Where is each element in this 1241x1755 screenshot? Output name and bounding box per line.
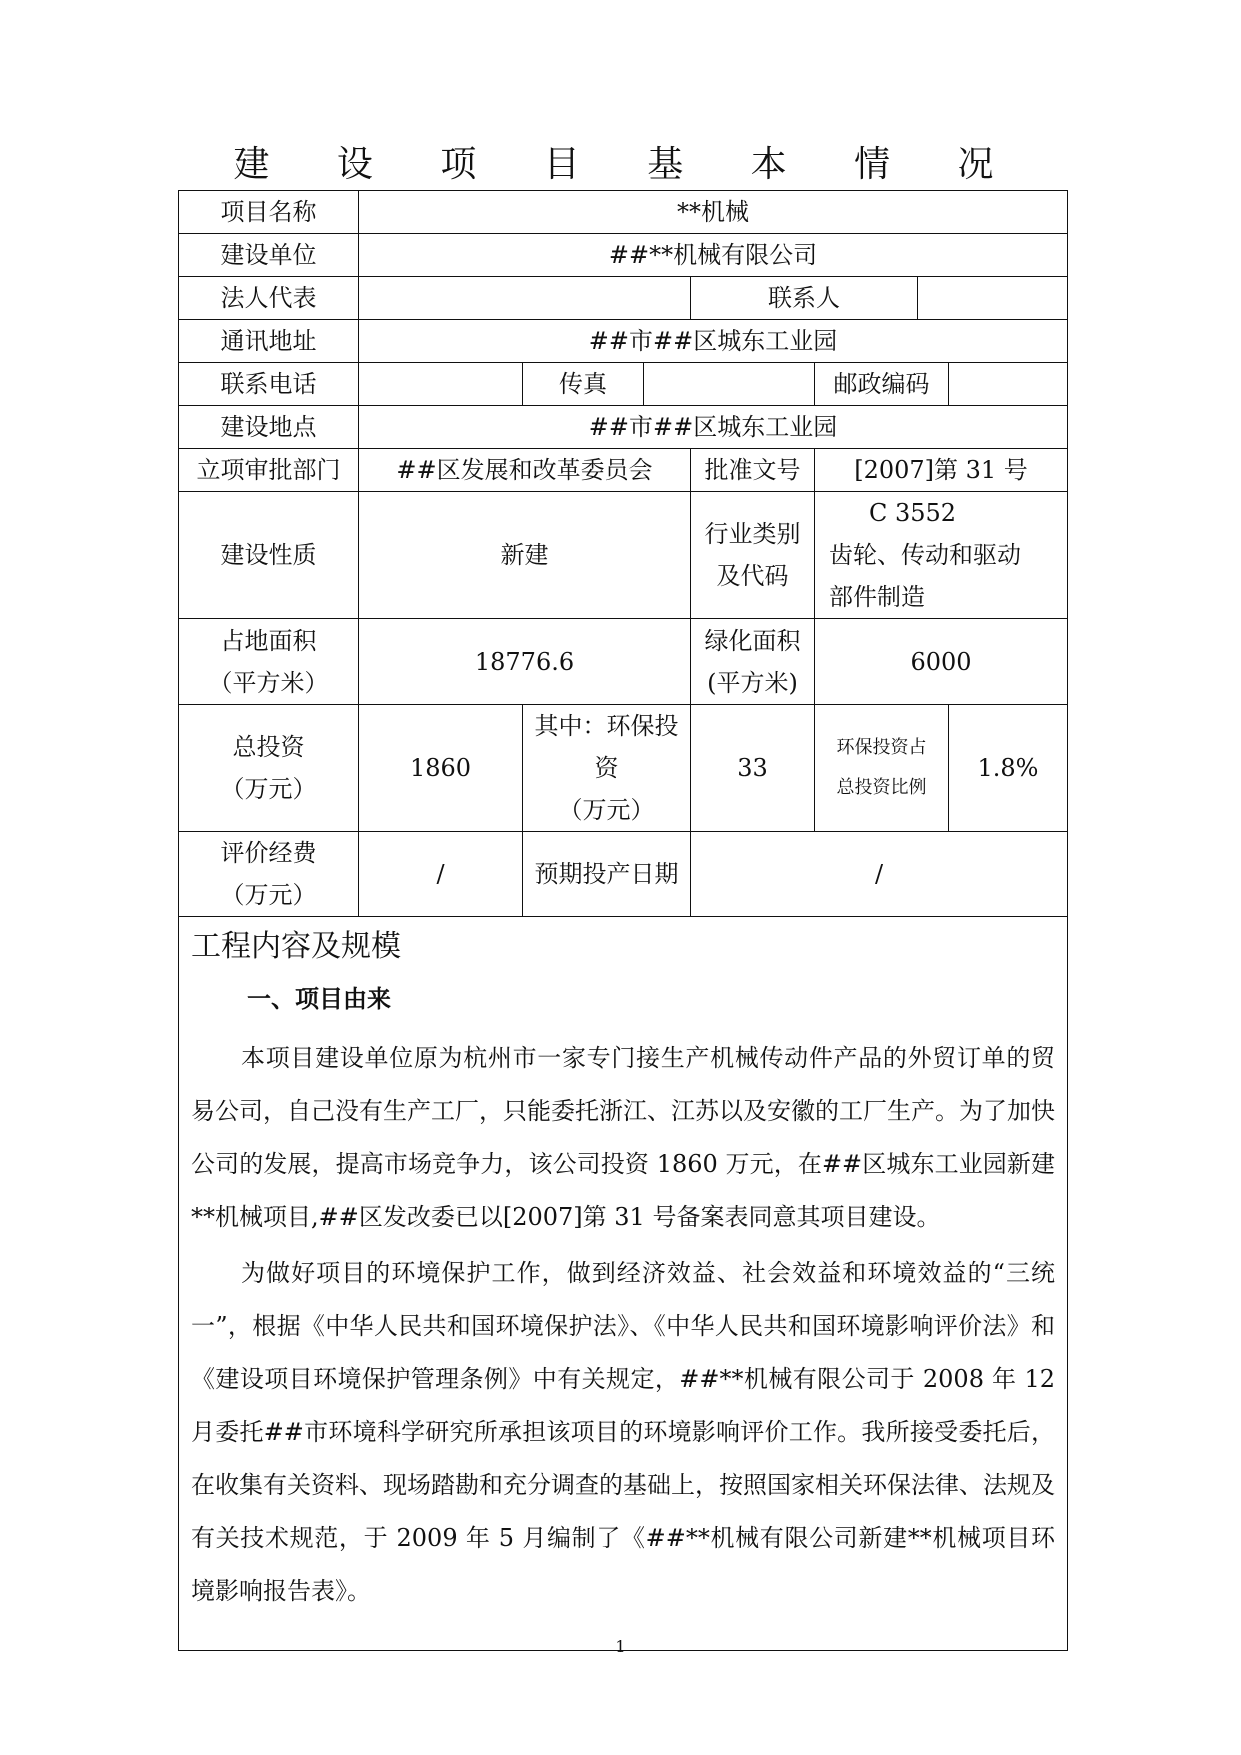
- project-info-table: [178, 190, 1068, 1651]
- eval-fee-label-line1: 评价经费: [220, 839, 317, 867]
- site-value: ##市##区城东工业园: [359, 406, 1068, 449]
- industry-label-line1: 行业类别: [704, 520, 801, 548]
- approval-no-label: 批准文号: [691, 449, 815, 492]
- fax-label: 传真: [523, 363, 644, 406]
- nature-value: 新建: [359, 492, 691, 619]
- env-invest-value: 33: [691, 705, 815, 832]
- nature-label: 建设性质: [179, 492, 359, 619]
- postcode-label: 邮政编码: [815, 363, 949, 406]
- address-value: ##市##区城东工业园: [359, 320, 1068, 363]
- project-name-label: 项目名称: [179, 191, 359, 234]
- approval-dept-value: ##区发展和改革委员会: [359, 449, 691, 492]
- section-heading: 工程内容及规模: [191, 929, 401, 964]
- industry-code: C 3552: [869, 499, 957, 527]
- green-area-label: [691, 619, 815, 705]
- total-invest-value: 1860: [359, 705, 523, 832]
- env-invest-label: [523, 705, 691, 832]
- fax-value: [644, 363, 815, 406]
- approval-no-value: [2007]第 31 号: [815, 449, 1068, 492]
- env-invest-label-line1: 其中：环保投资: [534, 712, 679, 782]
- eval-fee-value: /: [359, 832, 523, 917]
- env-ratio-value: 1.8%: [949, 705, 1068, 832]
- paragraph-1: 本项目建设单位原为杭州市一家专门接生产机械传动件产品的外贸订单的贸易公司，自己没有生产工厂，只能委托浙江、江苏以及安徽的工厂生产。为了加快公司的发展，提高市场竞争力，该公司投资 1860 万元，在##区城东工业园新建**机械项目,##区发改委已以[2007]第 31 号备案表同意其项目建设。: [191, 1044, 1056, 1231]
- land-area-label-line1: 占地面积: [220, 626, 317, 655]
- total-invest-label-line1: 总投资: [232, 733, 305, 761]
- total-invest-label-line2: （万元）: [220, 775, 317, 803]
- env-invest-label-line2: （万元）: [558, 796, 655, 824]
- builder-label: 建设单位: [179, 234, 359, 277]
- builder-value: ##**机械有限公司: [359, 234, 1068, 277]
- subheading-project-origin: 一、项目由来: [247, 985, 391, 1013]
- env-ratio-label-line1: 环保投资占: [836, 737, 927, 758]
- land-area-label: [179, 619, 359, 705]
- production-date-value: /: [691, 832, 1068, 917]
- legal-rep-value: [359, 277, 691, 320]
- green-area-label-line2: (平方米): [707, 668, 798, 697]
- address-label: 通讯地址: [179, 320, 359, 363]
- env-ratio-label: [815, 705, 949, 832]
- contact-label: 联系人: [691, 277, 918, 320]
- project-content-section: [179, 917, 1068, 1651]
- approval-dept-label: 立项审批部门: [179, 449, 359, 492]
- phone-label: 联系电话: [179, 363, 359, 406]
- page-title: 建 设 项 目 基 本 情 况: [233, 144, 1022, 185]
- legal-rep-label: 法人代表: [179, 277, 359, 320]
- postcode-value: [949, 363, 1068, 406]
- contact-value: [918, 277, 1068, 320]
- land-area-label-line2: （平方米）: [208, 668, 329, 697]
- site-label: 建设地点: [179, 406, 359, 449]
- total-invest-label: [179, 705, 359, 832]
- industry-value: [815, 492, 1068, 619]
- phone-value: [359, 363, 523, 406]
- industry-label-line2: 及代码: [716, 562, 789, 590]
- industry-label: [691, 492, 815, 619]
- industry-desc-line2: 部件制造: [829, 583, 925, 611]
- industry-desc-line1: 齿轮、传动和驱动: [829, 541, 1021, 569]
- eval-fee-label: [179, 832, 359, 917]
- green-area-value: 6000: [815, 619, 1068, 705]
- paragraph-2: 为做好项目的环境保护工作，做到经济效益、社会效益和环境效益的“三统一”，根据《中华人民共和国环境保护法》、《中华人民共和国环境影响评价法》和《建设项目环境保护管理条例》中有关规定，##**机械有限公司于 2008 年 12 月委托##市环境科学研究所承担该项目的环境影响评价工作。我所接受委托后，在收集有关资料、现场踏勘和充分调查的基础上，按照国家相关环保法律、法规及有关技术规范，于 2009 年 5 月编制了《##**机械有限公司新建**机械项目环境影响报告表》。: [191, 1259, 1056, 1605]
- production-date-label: 预期投产日期: [523, 832, 691, 917]
- land-area-value: 18776.6: [359, 619, 691, 705]
- eval-fee-label-line2: （万元）: [220, 881, 317, 909]
- page-number: 1: [615, 1637, 626, 1656]
- green-area-label-line1: 绿化面积: [704, 626, 801, 655]
- project-name-value: **机械: [359, 191, 1068, 234]
- env-ratio-label-line2: 总投资比例: [836, 777, 927, 798]
